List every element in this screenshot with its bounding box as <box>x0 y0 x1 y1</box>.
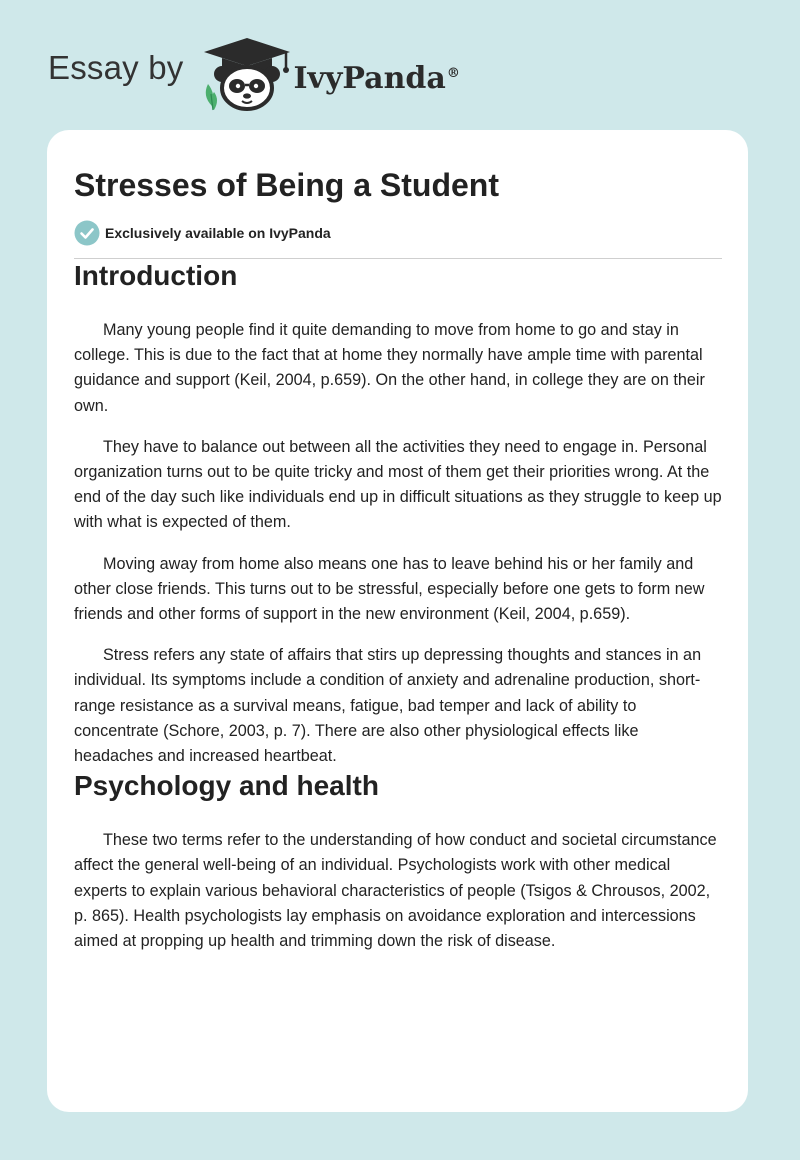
paragraph: Moving away from home also means one has to leave behind his or her family and other close friends. This turns out to be stressful, especially before one gets to form new friends and other forms of support in the new environment (Keil, 2004, p.659). <box>74 554 705 624</box>
brand-prefix: Essay by <box>48 49 184 86</box>
exclusive-badge <box>74 220 722 246</box>
registered-mark: ® <box>446 65 460 81</box>
paragraph: Stress refers any state of affairs that stirs up depressing thoughts and stances in an individual. Its symptoms include a condition of anxiety and adrenaline production, short-range resistance as a survival means, fatigue, bad temper and lack of ability to concentrate (Schore, 2003, p. 7). There are also other physiological effects like headaches and increased heartbeat. <box>74 646 702 766</box>
essay-title: Stresses of Being a Student <box>74 167 499 203</box>
check-circle-icon <box>74 220 100 246</box>
paragraph: These two terms refer to the understanding of how conduct and societal circumstance affect the general well-being of an individual. Psychologists work with other medical experts to explain various behavioral characteristics of people (Tsigos & Chrousos, 2002, p. 865). Health psychologists lay emphasis on avoidance exploration and intercessions aimed at propping up health and trimming down the risk of disease. <box>74 831 717 951</box>
paragraph: They have to balance out between all the activities they need to engage in. Personal organization turns out to be quite tricky and most of them get their priorities wrong. At the end of the day such like individuals end up in difficult situations as they struggle to keep up with what is expected of them. <box>74 437 722 532</box>
essay-card <box>47 130 748 1112</box>
paragraph: Many young people find it quite demanding to move from home to go and stay in college. This is due to the fact that at home they normally have ample time with parental guidance and support (Keil, 2004, p.659). On the other hand, in college they are on their own. <box>74 321 705 415</box>
site-header <box>48 36 460 112</box>
brand-name[interactable]: IvyPanda® <box>293 60 460 96</box>
exclusive-label: Exclusively available on IvyPanda <box>105 225 331 241</box>
panda-graduation-cap-icon[interactable] <box>202 36 292 112</box>
section-heading-introduction: Introduction <box>74 260 238 291</box>
section-heading-psychology-and-health: Psychology and health <box>74 770 379 802</box>
